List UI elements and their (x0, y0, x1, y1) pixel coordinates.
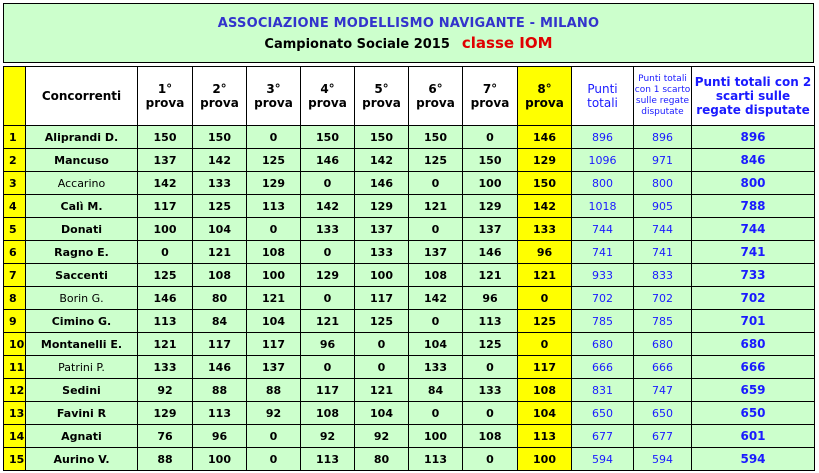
total-2-discards: 601 (692, 425, 815, 448)
competitor-name: Montanelli E. (26, 333, 138, 356)
race-score-7: 100 (463, 172, 518, 195)
race-score-1: 0 (138, 241, 193, 264)
race-score-8: 121 (518, 264, 572, 287)
race-score-1: 88 (138, 448, 193, 471)
total-points: 741 (572, 241, 634, 264)
total-points: 744 (572, 218, 634, 241)
race-header-8: 8° prova (518, 67, 572, 126)
race-score-5: 129 (355, 195, 409, 218)
race-score-2: 125 (193, 195, 247, 218)
total-points: 933 (572, 264, 634, 287)
race-score-2: 146 (193, 356, 247, 379)
race-score-2: 113 (193, 402, 247, 425)
competitor-name: Patrini P. (26, 356, 138, 379)
total-2-discards: 846 (692, 149, 815, 172)
race-score-7: 108 (463, 425, 518, 448)
race-score-4: 0 (301, 356, 355, 379)
total-points: 800 (572, 172, 634, 195)
race-score-3: 0 (247, 448, 301, 471)
race-score-7: 121 (463, 264, 518, 287)
race-score-6: 121 (409, 195, 463, 218)
race-score-6: 125 (409, 149, 463, 172)
race-score-7: 113 (463, 310, 518, 333)
race-score-1: 125 (138, 264, 193, 287)
race-score-1: 133 (138, 356, 193, 379)
table-row (4, 126, 815, 149)
race-score-7: 0 (463, 356, 518, 379)
race-score-6: 0 (409, 402, 463, 425)
race-score-8: 0 (518, 333, 572, 356)
race-score-2: 108 (193, 264, 247, 287)
race-score-2: 96 (193, 425, 247, 448)
competitor-name: Calì M. (26, 195, 138, 218)
race-score-7: 133 (463, 379, 518, 402)
race-score-4: 96 (301, 333, 355, 356)
race-score-1: 113 (138, 310, 193, 333)
race-score-3: 0 (247, 425, 301, 448)
total-1-discard: 971 (634, 149, 692, 172)
total-1-discard: 702 (634, 287, 692, 310)
table-row (4, 402, 815, 425)
table-row (4, 218, 815, 241)
competitor-name: Agnati (26, 425, 138, 448)
race-score-3: 100 (247, 264, 301, 287)
race-score-1: 146 (138, 287, 193, 310)
header-row (4, 67, 815, 126)
competitor-name: Aurino V. (26, 448, 138, 471)
race-score-3: 117 (247, 333, 301, 356)
race-score-4: 92 (301, 425, 355, 448)
race-score-2: 117 (193, 333, 247, 356)
race-score-8: 108 (518, 379, 572, 402)
race-score-2: 150 (193, 126, 247, 149)
race-header-3: 3° prova (247, 67, 301, 126)
race-score-7: 0 (463, 126, 518, 149)
race-score-4: 0 (301, 241, 355, 264)
total-points: 650 (572, 402, 634, 425)
race-score-3: 88 (247, 379, 301, 402)
competitor-name: Saccenti (26, 264, 138, 287)
race-score-3: 137 (247, 356, 301, 379)
race-score-3: 121 (247, 287, 301, 310)
race-score-3: 0 (247, 218, 301, 241)
total-points: 702 (572, 287, 634, 310)
total-points-header: Punti totali (572, 67, 634, 126)
race-score-5: 92 (355, 425, 409, 448)
table-row (4, 149, 815, 172)
race-score-6: 84 (409, 379, 463, 402)
race-score-8: 125 (518, 310, 572, 333)
competitors-header: Concorrenti (26, 67, 138, 126)
race-score-7: 0 (463, 448, 518, 471)
total-1-discard: 833 (634, 264, 692, 287)
total-1-discard-header: Punti totali con 1 scarto sulle regate disputate (634, 67, 692, 126)
total-2-discards: 733 (692, 264, 815, 287)
race-score-4: 108 (301, 402, 355, 425)
rank-cell: 6 (4, 241, 26, 264)
race-score-4: 129 (301, 264, 355, 287)
total-points: 831 (572, 379, 634, 402)
total-2-discards: 701 (692, 310, 815, 333)
total-points: 680 (572, 333, 634, 356)
race-score-1: 92 (138, 379, 193, 402)
race-score-2: 88 (193, 379, 247, 402)
competitor-name: Accarino (26, 172, 138, 195)
rank-cell: 12 (4, 379, 26, 402)
race-score-7: 137 (463, 218, 518, 241)
total-1-discard: 744 (634, 218, 692, 241)
race-score-4: 150 (301, 126, 355, 149)
race-score-2: 104 (193, 218, 247, 241)
race-score-4: 117 (301, 379, 355, 402)
total-2-discards: 744 (692, 218, 815, 241)
race-header-6: 6° prova (409, 67, 463, 126)
total-points: 1096 (572, 149, 634, 172)
total-points: 594 (572, 448, 634, 471)
rank-cell: 4 (4, 195, 26, 218)
race-score-7: 125 (463, 333, 518, 356)
total-1-discard: 680 (634, 333, 692, 356)
table-row (4, 287, 815, 310)
total-1-discard: 677 (634, 425, 692, 448)
race-score-2: 133 (193, 172, 247, 195)
total-1-discard: 594 (634, 448, 692, 471)
race-score-6: 113 (409, 448, 463, 471)
race-score-1: 150 (138, 126, 193, 149)
rank-cell: 15 (4, 448, 26, 471)
competitor-name: Donati (26, 218, 138, 241)
race-score-6: 0 (409, 218, 463, 241)
race-score-8: 146 (518, 126, 572, 149)
race-score-6: 142 (409, 287, 463, 310)
total-1-discard: 896 (634, 126, 692, 149)
race-score-7: 96 (463, 287, 518, 310)
championship-subtitle (4, 34, 813, 52)
total-2-discards: 594 (692, 448, 815, 471)
table-row (4, 241, 815, 264)
standings-table (3, 66, 815, 471)
total-2-discards: 788 (692, 195, 815, 218)
table-row (4, 333, 815, 356)
table-row (4, 310, 815, 333)
race-score-3: 129 (247, 172, 301, 195)
total-2-discards: 741 (692, 241, 815, 264)
table-row (4, 448, 815, 471)
competitor-name: Favini R (26, 402, 138, 425)
competitor-name: Borin G. (26, 287, 138, 310)
race-score-6: 100 (409, 425, 463, 448)
total-2-discards: 896 (692, 126, 815, 149)
race-score-4: 0 (301, 172, 355, 195)
race-score-8: 129 (518, 149, 572, 172)
class-label: classe IOM (461, 34, 553, 52)
table-row (4, 425, 815, 448)
race-score-7: 146 (463, 241, 518, 264)
total-1-discard: 650 (634, 402, 692, 425)
race-score-6: 137 (409, 241, 463, 264)
race-score-5: 146 (355, 172, 409, 195)
race-score-7: 0 (463, 402, 518, 425)
table-row (4, 172, 815, 195)
race-score-4: 133 (301, 218, 355, 241)
race-score-5: 142 (355, 149, 409, 172)
total-1-discard: 785 (634, 310, 692, 333)
table-row (4, 356, 815, 379)
race-score-2: 100 (193, 448, 247, 471)
race-header-4: 4° prova (301, 67, 355, 126)
table-row (4, 195, 815, 218)
race-score-6: 108 (409, 264, 463, 287)
race-score-3: 108 (247, 241, 301, 264)
total-points: 785 (572, 310, 634, 333)
race-score-8: 142 (518, 195, 572, 218)
race-score-5: 0 (355, 356, 409, 379)
race-header-2: 2° prova (193, 67, 247, 126)
competitor-name: Aliprandi D. (26, 126, 138, 149)
association-title: ASSOCIAZIONE MODELLISMO NAVIGANTE - MILANO (217, 16, 600, 31)
total-1-discard: 800 (634, 172, 692, 195)
race-score-4: 142 (301, 195, 355, 218)
rank-cell: 5 (4, 218, 26, 241)
race-score-1: 129 (138, 402, 193, 425)
race-score-5: 137 (355, 218, 409, 241)
race-score-1: 100 (138, 218, 193, 241)
race-score-8: 150 (518, 172, 572, 195)
race-score-7: 150 (463, 149, 518, 172)
race-score-1: 117 (138, 195, 193, 218)
race-score-1: 76 (138, 425, 193, 448)
competitor-name: Mancuso (26, 149, 138, 172)
race-score-4: 121 (301, 310, 355, 333)
race-score-8: 0 (518, 287, 572, 310)
total-points: 677 (572, 425, 634, 448)
total-1-discard: 747 (634, 379, 692, 402)
race-score-7: 129 (463, 195, 518, 218)
race-score-5: 80 (355, 448, 409, 471)
race-score-3: 104 (247, 310, 301, 333)
race-header-7: 7° prova (463, 67, 518, 126)
table-row (4, 264, 815, 287)
race-score-8: 96 (518, 241, 572, 264)
championship-name: Campionato Sociale 2015 (264, 37, 450, 52)
rank-cell: 11 (4, 356, 26, 379)
race-score-5: 100 (355, 264, 409, 287)
total-2-discards: 800 (692, 172, 815, 195)
race-score-8: 113 (518, 425, 572, 448)
rank-cell: 7 (4, 264, 26, 287)
total-1-discard: 666 (634, 356, 692, 379)
race-score-6: 0 (409, 310, 463, 333)
total-1-discard: 741 (634, 241, 692, 264)
rank-cell: 1 (4, 126, 26, 149)
total-2-discards: 666 (692, 356, 815, 379)
race-score-5: 133 (355, 241, 409, 264)
competitor-name: Cimino G. (26, 310, 138, 333)
competitor-name: Sedini (26, 379, 138, 402)
total-2-discards: 702 (692, 287, 815, 310)
race-score-1: 121 (138, 333, 193, 356)
race-score-3: 125 (247, 149, 301, 172)
rank-header (4, 67, 26, 126)
race-header-1: 1° prova (138, 67, 193, 126)
race-score-4: 0 (301, 287, 355, 310)
race-score-5: 150 (355, 126, 409, 149)
total-points: 1018 (572, 195, 634, 218)
rank-cell: 3 (4, 172, 26, 195)
race-score-5: 121 (355, 379, 409, 402)
standings-body (4, 126, 815, 471)
race-score-2: 84 (193, 310, 247, 333)
competitor-name: Ragno E. (26, 241, 138, 264)
race-score-2: 80 (193, 287, 247, 310)
race-score-8: 104 (518, 402, 572, 425)
race-score-6: 0 (409, 172, 463, 195)
race-score-3: 0 (247, 126, 301, 149)
total-2-discards: 659 (692, 379, 815, 402)
race-score-4: 146 (301, 149, 355, 172)
rank-cell: 14 (4, 425, 26, 448)
race-score-6: 133 (409, 356, 463, 379)
title-banner (3, 3, 814, 63)
race-score-4: 113 (301, 448, 355, 471)
race-score-8: 133 (518, 218, 572, 241)
race-header-5: 5° prova (355, 67, 409, 126)
race-score-1: 137 (138, 149, 193, 172)
race-score-8: 100 (518, 448, 572, 471)
race-score-6: 150 (409, 126, 463, 149)
rank-cell: 8 (4, 287, 26, 310)
total-2-discards: 680 (692, 333, 815, 356)
race-score-5: 125 (355, 310, 409, 333)
race-score-5: 117 (355, 287, 409, 310)
rank-cell: 13 (4, 402, 26, 425)
total-points: 666 (572, 356, 634, 379)
rank-cell: 10 (4, 333, 26, 356)
race-score-6: 104 (409, 333, 463, 356)
total-2-discards-header: Punti totali con 2 scarti sulle regate disputate (692, 67, 815, 126)
race-score-8: 117 (518, 356, 572, 379)
race-score-2: 142 (193, 149, 247, 172)
rank-cell: 9 (4, 310, 26, 333)
race-score-2: 121 (193, 241, 247, 264)
total-1-discard: 905 (634, 195, 692, 218)
race-score-5: 0 (355, 333, 409, 356)
race-score-5: 104 (355, 402, 409, 425)
race-score-3: 92 (247, 402, 301, 425)
total-2-discards: 650 (692, 402, 815, 425)
table-row (4, 379, 815, 402)
race-score-1: 142 (138, 172, 193, 195)
rank-cell: 2 (4, 149, 26, 172)
total-points: 896 (572, 126, 634, 149)
race-score-3: 113 (247, 195, 301, 218)
